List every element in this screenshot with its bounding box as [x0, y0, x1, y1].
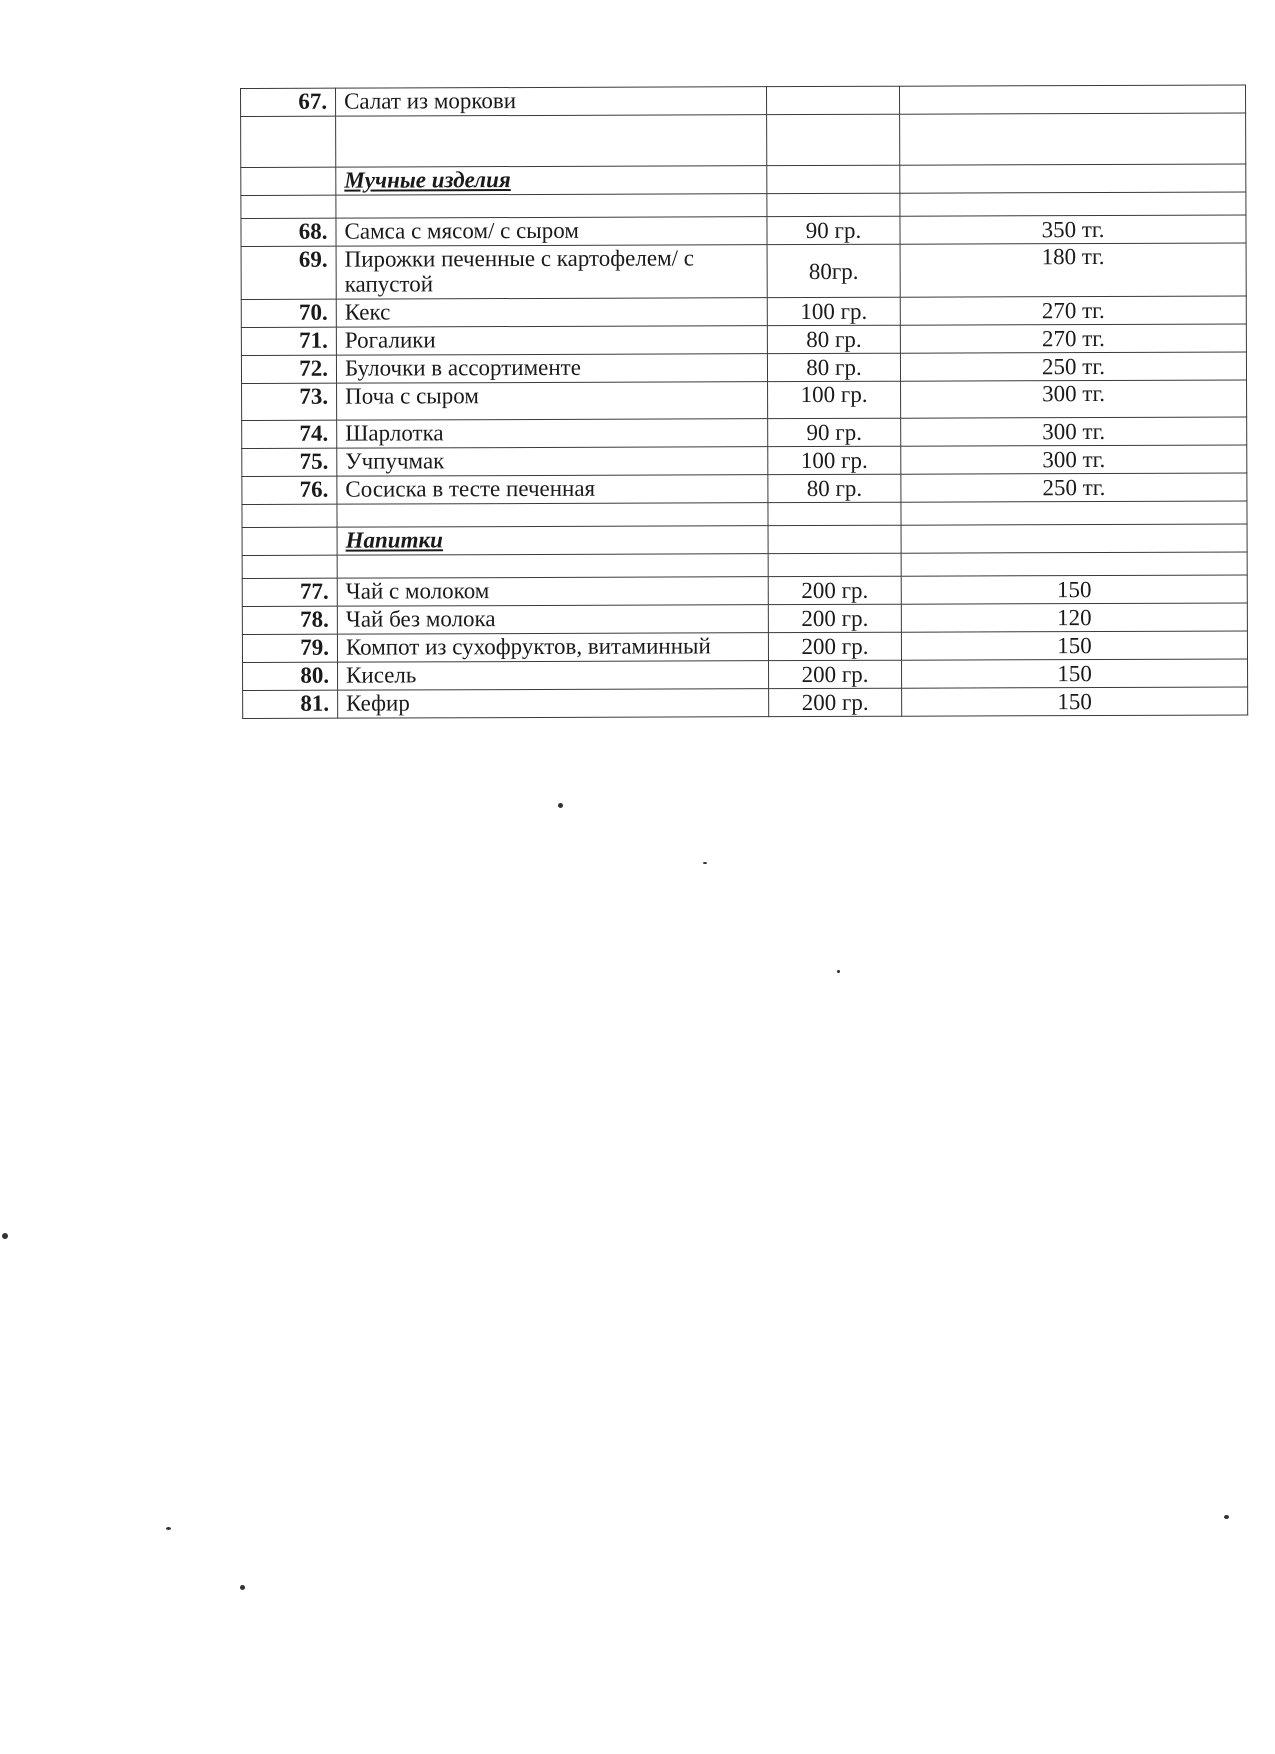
item-weight: 200 гр. [768, 576, 901, 604]
item-name: Шарлотка [337, 419, 768, 449]
item-weight: 90 гр. [768, 418, 901, 446]
section-header-row [241, 164, 1246, 196]
item-number: 81. [243, 690, 338, 718]
item-number: 75. [242, 448, 337, 476]
item-number: 80. [243, 662, 338, 690]
item-price: 270 тг. [900, 296, 1246, 325]
item-number: 69. [241, 246, 336, 299]
item-number: 71. [241, 327, 336, 355]
item-name: Поча с сыром [337, 382, 768, 421]
item-price: 300 тг. [901, 417, 1247, 446]
table-row [241, 85, 1246, 117]
table-row [242, 575, 1247, 607]
scan-speck [837, 970, 840, 973]
item-name: Чай с молоком [337, 577, 768, 607]
table-row [241, 324, 1246, 356]
item-name: Салат из моркови [336, 87, 767, 117]
table-row [241, 296, 1246, 328]
item-name: Рогалики [336, 326, 767, 356]
table-row [241, 243, 1246, 300]
scan-speck [558, 803, 563, 808]
table-row [241, 352, 1246, 384]
item-name: Компот из сухофруктов, витаминный [337, 633, 768, 663]
item-price: 150 [901, 631, 1247, 660]
item-number: 74. [242, 420, 337, 448]
item-weight: 100 гр. [768, 381, 901, 418]
item-price: 270 тг. [900, 324, 1246, 353]
item-weight: 80 гр. [767, 325, 900, 353]
scan-speck [240, 1585, 245, 1590]
item-weight: 80 гр. [768, 474, 901, 502]
item-weight: 80гр. [767, 244, 900, 297]
scan-speck [166, 1527, 171, 1530]
table-row [242, 417, 1247, 449]
item-name: Сосиска в тесте печенная [337, 475, 768, 505]
item-weight [766, 86, 899, 114]
item-weight: 200 гр. [768, 632, 901, 660]
item-number: 77. [242, 578, 337, 606]
table-row [243, 659, 1248, 691]
item-price: 300 тг. [901, 445, 1247, 474]
item-number: 67. [241, 88, 336, 116]
item-name: Булочки в ассортименте [336, 354, 767, 384]
item-weight: 90 гр. [767, 216, 900, 244]
table-row [242, 631, 1247, 663]
table-row [242, 603, 1247, 635]
item-number: 79. [242, 634, 337, 662]
menu-price-table [240, 84, 1248, 719]
item-number: 72. [241, 355, 336, 383]
item-name: Кисель [338, 661, 769, 691]
item-price: 180 тг. [900, 243, 1246, 297]
item-price: 250 тг. [900, 352, 1246, 381]
item-number: 73. [242, 383, 337, 420]
item-number: 70. [241, 299, 336, 327]
item-weight: 200 гр. [769, 688, 902, 716]
item-weight: 200 гр. [768, 604, 901, 632]
section-header-row [242, 524, 1247, 556]
item-name: Кекс [336, 298, 767, 328]
scan-speck [1224, 1515, 1229, 1519]
item-price [899, 85, 1245, 114]
section-title-drinks: Напитки [345, 527, 443, 553]
scan-speck [2, 1233, 8, 1239]
item-price: 300 тг. [901, 380, 1247, 418]
item-price: 120 [901, 603, 1247, 632]
item-weight: 100 гр. [768, 446, 901, 474]
scan-speck [703, 862, 707, 864]
item-price: 350 тг. [900, 215, 1246, 244]
item-name: Кефир [338, 689, 769, 719]
table-row [242, 380, 1247, 421]
empty-row [241, 113, 1246, 168]
section-title-flour: Мучные изделия [344, 167, 511, 193]
item-weight: 200 гр. [769, 660, 902, 688]
item-price: 250 тг. [901, 473, 1247, 502]
item-price: 150 [902, 659, 1248, 688]
item-price: 150 [901, 575, 1247, 604]
item-name: Чай без молока [337, 605, 768, 635]
item-number: 78. [242, 606, 337, 634]
item-number: 68. [241, 218, 336, 246]
table-row [243, 687, 1248, 719]
item-price: 150 [902, 687, 1248, 716]
item-weight: 100 гр. [767, 297, 900, 325]
item-name: Пирожки печенные с картофелем/ с капустой [336, 245, 767, 300]
item-number: 76. [242, 476, 337, 504]
item-name: Учпучмак [337, 447, 768, 477]
table-row [242, 473, 1247, 505]
item-name: Самса с мясом/ с сыром [336, 217, 767, 247]
item-weight: 80 гр. [767, 353, 900, 381]
table-row [241, 215, 1246, 247]
table-row [242, 445, 1247, 477]
